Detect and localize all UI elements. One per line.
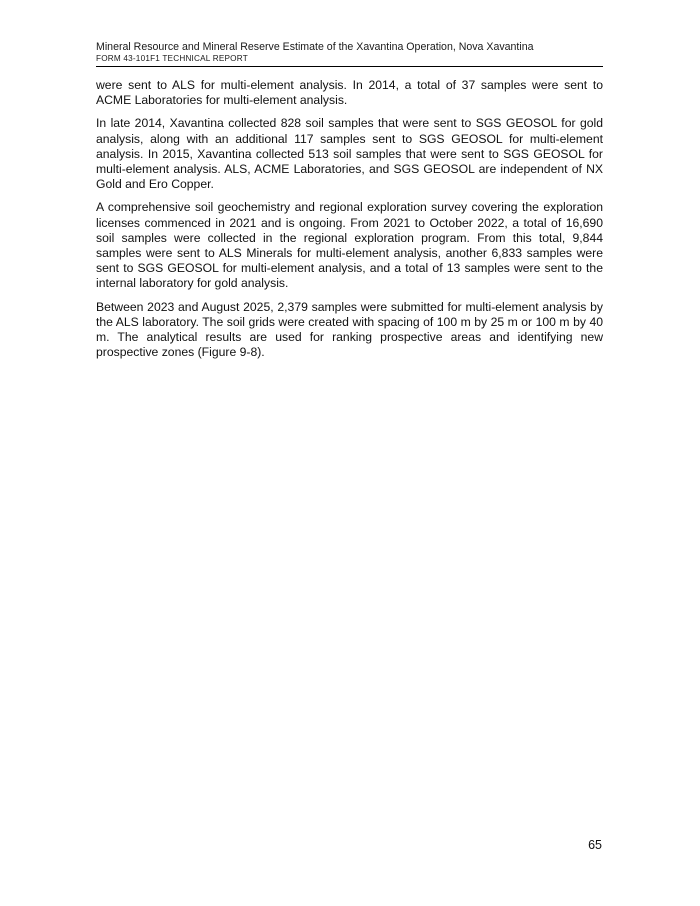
paragraph-4: Between 2023 and August 2025, 2,379 samples were submitted for multi-element analysis by the ALS laboratory. The soil grids were created with spacing of 100 m by 25 m or 100 m by 40 m. The analytical results are used for ranking prospective areas and identifying new prospective zones (Figure 9-8). [96,299,603,360]
page-number: 65 [588,838,602,852]
body-text [96,78,603,368]
header-divider [96,66,603,67]
report-form-label: FORM 43-101F1 TECHNICAL REPORT [96,54,248,63]
paragraph-3: A comprehensive soil geochemistry and regional exploration survey covering the exploration licenses commenced in 2021 and is ongoing. From 2021 to October 2022, a total of 16,690 soil samples were collected in the regional exploration program. From this total, 9,844 samples were sent to ALS Minerals for multi-element analysis, another 6,833 samples were sent to SGS GEOSOL for multi-element analysis, and a total of 13 samples were sent to the internal laboratory for gold analysis. [96,200,603,291]
paragraph-2: In late 2014, Xavantina collected 828 soil samples that were sent to SGS GEOSOL for gold analysis, along with an additional 117 samples sent to SGS GEOSOL for multi-element analysis. In 2015, Xavantina collected 513 soil samples that were sent to SGS GEOSOL for multi-element analysis. ALS, ACME Laboratories, and SGS GEOSOL are independent of NX Gold and Ero Copper. [96,116,603,192]
page-header [96,41,603,64]
report-title: Mineral Resource and Mineral Reserve Estimate of the Xavantina Operation, Nova Xavantina [96,41,534,53]
paragraph-1: were sent to ALS for multi-element analysis. In 2014, a total of 37 samples were sent to ACME Laboratories for multi-element analysis. [96,78,603,108]
